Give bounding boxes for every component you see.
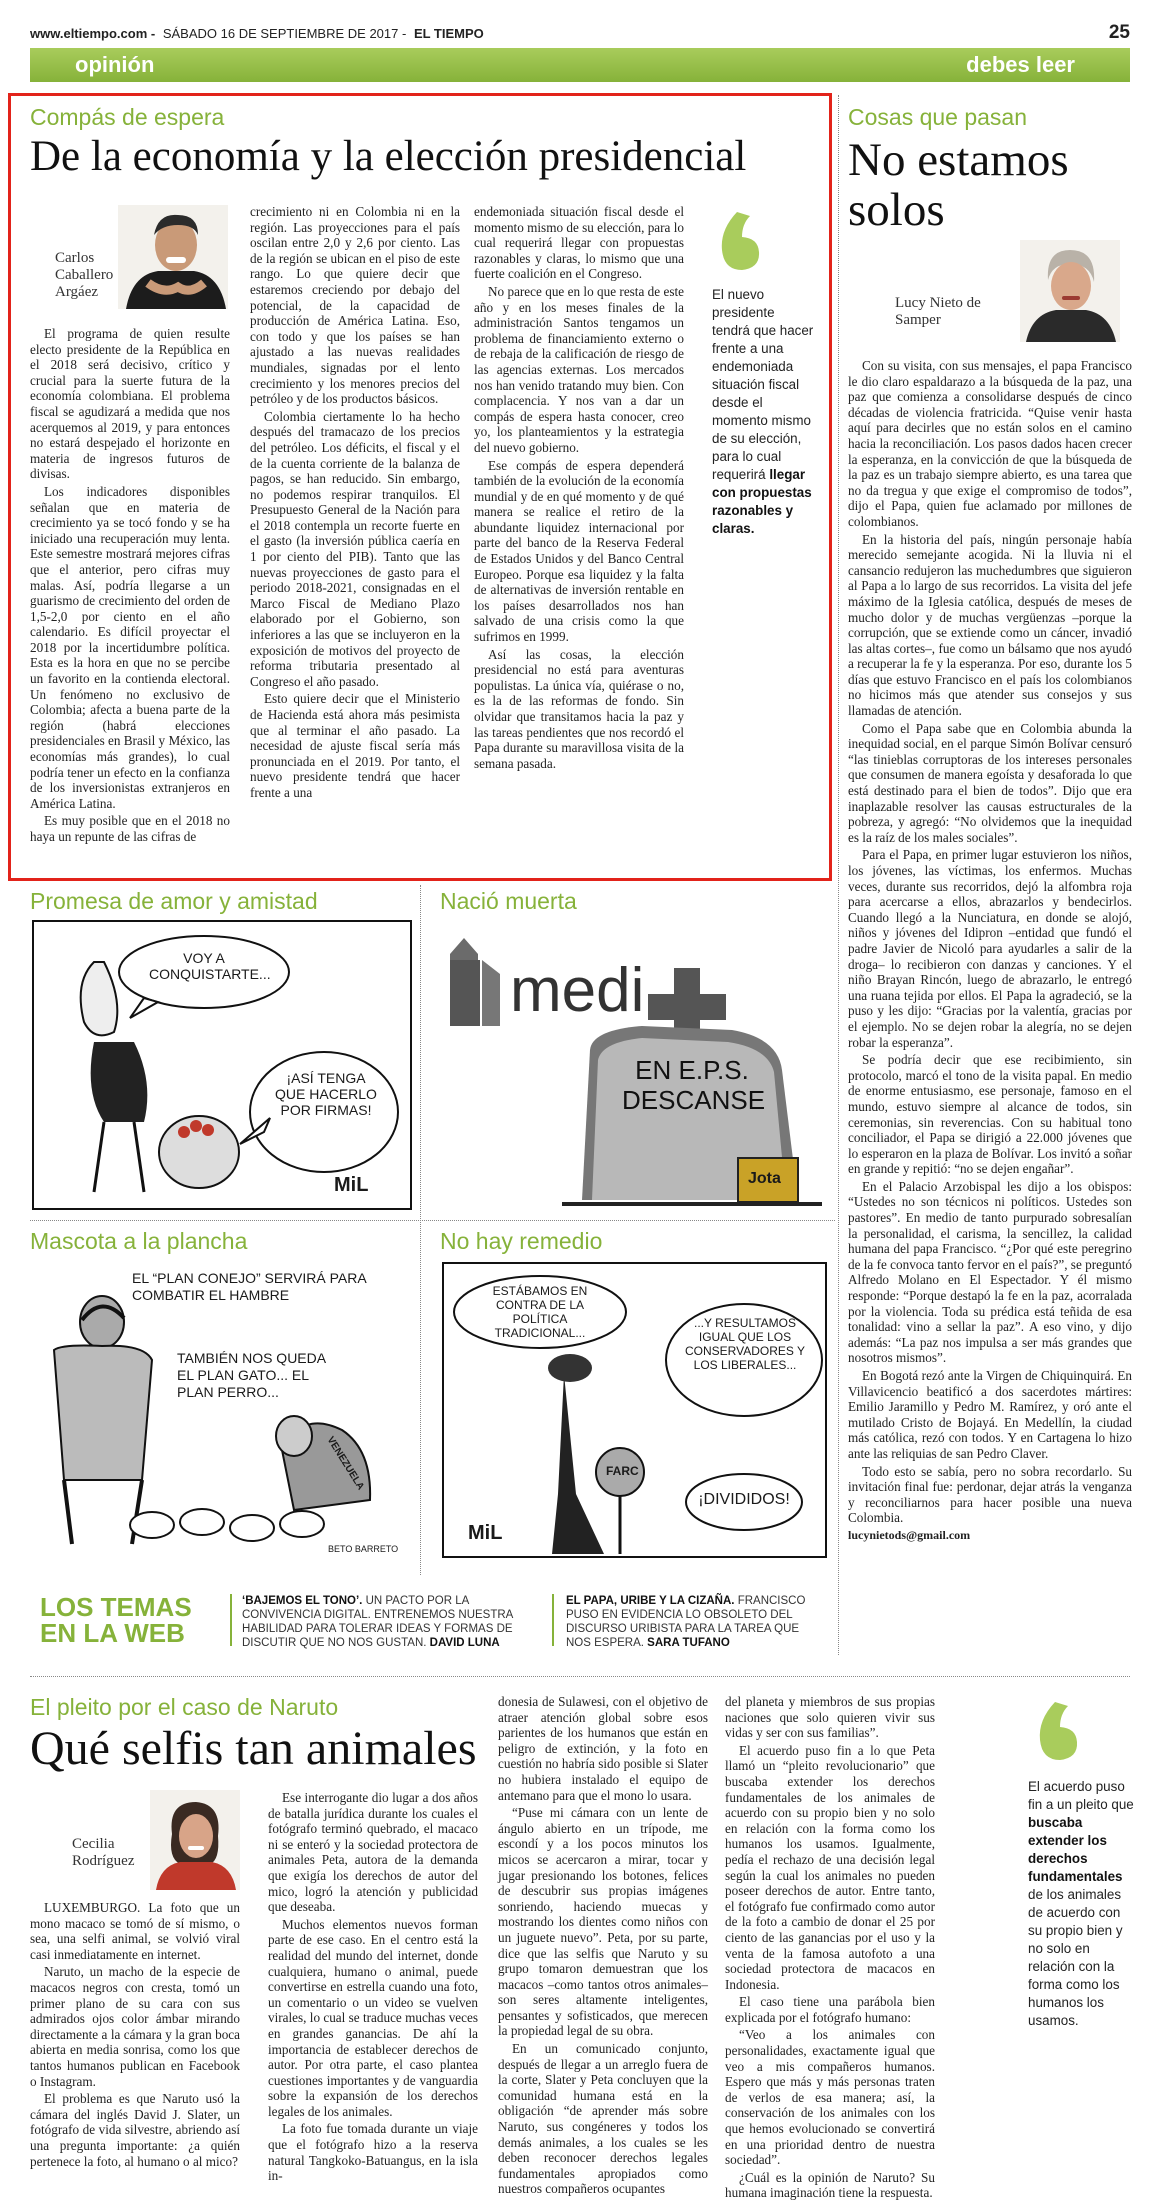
cartoon2-tombstone-text: EN E.P.S. DESCANSE: [622, 1055, 766, 1115]
cartoon-divider: [30, 1220, 835, 1221]
cartoon3-signature: BETO BARRETO: [328, 1544, 399, 1554]
paragraph: ¿Cuál es la opinión de Naruto? Su humana imaginación tiene la respuesta.: [725, 2169, 935, 2201]
article3-author: Cecilia Rodríguez: [72, 1836, 135, 1869]
cartoon3-drawing: [32, 1260, 412, 1560]
web-themes-title-line: LOS TEMAS: [40, 1592, 192, 1622]
paragraph: Así las cosas, la elección presidencial no está para aventuras populistas. La única vía, quiérase o no, es la de las reformas de fondo. Sin olvidar que transitamos hacia la paz y las tareas pendientes que nos recordó el Papa durante su maravillosa visita de la semana pasada.: [474, 646, 684, 771]
paragraph: del planeta y miembros de sus propias naciones que solo quieren vivir sus vidas y ser con sus familias”.: [725, 1694, 935, 1741]
cartoon2-kicker: Nació muerta: [440, 888, 577, 914]
web-themes-box: [30, 1580, 830, 1655]
section-bar: [30, 48, 1130, 82]
section-divider: [30, 1676, 1130, 1677]
newspaper-name: EL TIEMPO: [413, 26, 484, 41]
article1-pullquote: [712, 286, 814, 538]
cartoon4-bubble-1: ESTÁBAMOS EN CONTRA DE LA POLÍTICA TRADICIONAL...: [492, 1284, 588, 1340]
section-label: opinión: [75, 52, 155, 77]
paragraph: donesia de Sulawesi, con el objetivo de atraer atención global sobre esos parientes de los humanos que están en peligro de extinción, y la foto en cuestión no habría sido posible si Slater no hubiera instalado el equipo de antemano para que el mono lo usara.: [498, 1694, 708, 1803]
paragraph: La foto fue tomada durante un viaje que el fotógrafo hizo a la reserva natural Tangkoko-Batuangus, en la isla in-: [268, 2121, 478, 2184]
cartoon1-bubble-2: ¡ASÍ TENGA QUE HACERLO POR FIRMAS!: [275, 1070, 377, 1118]
paragraph: En un comunicado conjunto, después de llegar a un arreglo fuera de la corte, Slater y Peta concluyen que la comunidad humana está en la obligación “de aprender más sobre Naruto, sus congéneres y todos los demás animales, a los cuales se les deben reconocer derechos legales fundamentales apropiados como nuestros compañeros ocupantes: [498, 2041, 708, 2197]
cartoon3-shirt-text: VENEZUELA: [324, 1434, 366, 1493]
article1-column-2: [250, 204, 460, 803]
web-themes-separator: [552, 1594, 554, 1646]
quote-icon: [712, 210, 762, 272]
article1-headline: De la economía y la elección presidencial: [30, 133, 747, 180]
web-theme-1-author: DAVID LUNA: [429, 1637, 500, 1649]
article1-author: Carlos Caballero Argáez: [55, 250, 114, 300]
cartoon3-bubble-2: TAMBIÉN NOS QUEDA EL PLAN GATO... EL PLAN PERRO...: [177, 1350, 326, 1400]
cartoon4-kicker: No hay remedio: [440, 1228, 603, 1254]
article2-headline: No estamos solos: [848, 134, 1069, 236]
web-themes-title: [40, 1594, 192, 1646]
paragraph: Todo esto se sabía, pero no sobra recordarlo. Su invitación final fue: perdonar, dejar atrás la venganza y reconciliarnos para hacer posible una nueva Colombia.: [848, 1463, 1132, 1526]
paragraph: El problema es que Naruto usó la cámara del inglés David J. Slater, un fotógrafo de vida silvestre, abriendo así una pregunta importante: ¿a quién pertenece la foto, al humano o al mico?: [30, 2091, 240, 2169]
page-number: 25: [1108, 22, 1130, 43]
quote-icon: [1030, 1700, 1080, 1762]
web-themes-separator: [230, 1594, 232, 1646]
column-divider: [838, 95, 839, 1655]
paragraph: Esto quiere decir que el Ministerio de Hacienda está ahora más pesimista que al terminar el año pasado. La necesidad de ajuste fiscal sería más pronunciada en el 2019. Por tanto, el nuevo presidente tendrá que hacer frente a una: [250, 691, 460, 800]
cartoon1-bubble-1: VOY A CONQUISTARTE...: [149, 950, 271, 982]
pullquote-emphasis: llegar con propuestas razonables y claras.: [712, 467, 812, 536]
cartoon3-bubble-1: EL “PLAN CONEJO” SERVIRÁ PARA COMBATIR EL HAMBRE: [132, 1270, 366, 1303]
web-theme-1-text: UN PACTO POR LA CONVIVENCIA DIGITAL. ENTRENEMOS NUESTRA HABILIDAD PARA TOLERAR IDEAS Y FORMAS DE DISCUTIR QUE NO NOS GUSTAN.: [242, 1595, 513, 1649]
cartoon-divider: [420, 885, 421, 1575]
paragraph: Con su visita, con sus mensajes, el papa Francisco le dio claro espaldarazo a la búsqueda de la paz, una paz que comienza a consolidarse después de cinco décadas de violencia fratricida. “Quise venir hasta aquí para decirles que no están solos en el camino hacia la reconciliación. Los pasos dados hacen crecer la esperanza, en la convicción de que la búsqueda de la paz es un trabajo siempre abierto, es una tarea que no da tregua y que exige el compromiso de todos”, dijo el Papa, quien fue aclamado por millones de colombianos.: [848, 358, 1132, 529]
article3-pullquote: [1028, 1778, 1134, 2030]
paragraph: Colombia ciertamente lo ha hecho después del tramacazo de los precios del petróleo. Los déficits, el fiscal y el de la cuenta corriente de la balanza de pagos, se han reducido. Sin embargo, no podemos respirar tranquilos. El Presupuesto General de la Nación para el 2018 contempla un recorte fuerte en el gasto (la inversión pública caería en 1 por ciento del PIB). Tanto que las nuevas proyecciones de gasto para el periodo 2018-2021, consignadas en el Marco Fiscal de Mediano Plazo elaborado por el Gobierno, son inferiores a las que se incluyeron en la exposición de motivos del proyecto de reforma tributaria presentado al Congreso el año pasado.: [250, 408, 460, 689]
paragraph: Naruto, un macho de la especie de macacos negros con cresta, tomó un primer plano de su cara con sus admirados ojos color ámbar mirando directamente a la cámara y la gran boca abierta en media sonrisa, como los que tantos humanos publican en Facebook o Instagram.: [30, 1964, 240, 2089]
cartoon4-signature: MiL: [468, 1522, 503, 1544]
publication-date: SÁBADO 16 DE SEPTIEMBRE DE 2017 -: [162, 26, 407, 41]
web-theme-2-author: SARA TUFANO: [647, 1637, 730, 1649]
page-header: [30, 22, 1130, 50]
article1-kicker: Compás de espera: [30, 104, 225, 130]
cartoon1-image: [32, 920, 412, 1210]
paragraph: endemoniada situación fiscal desde el momento mismo de su elección, para lo cual requerirá llegar con propuestas razonables y claras, lo mismo que una fuerte coalición en el Congreso.: [474, 204, 684, 282]
author-email[interactable]: lucynietods@gmail.com: [848, 1527, 971, 1542]
paragraph: Ese interrogante dio lugar a dos años de batalla jurídica durante los cuales el fotógrafo terminó quebrado, el macaco ni se enteró y la sociedad protectora de animales Peta, autora de la demanda que exigía los derechos de autor del mico, logró la atención y publicidad que deseaba.: [268, 1790, 478, 1915]
cartoon1-kicker: Promesa de amor y amistad: [30, 888, 318, 914]
web-theme-2-text: FRANCISCO PUSO EN EVIDENCIA LO OBSOLETO DEL DISCURSO URIBISTA PARA LA TAREA QUE NOS ESPERA.: [566, 1595, 806, 1649]
article1-column-3: [474, 204, 684, 773]
cartoon2-image: [442, 920, 827, 1216]
web-themes-title-line: EN LA WEB: [40, 1618, 185, 1648]
author-photo-image: [150, 1790, 240, 1890]
paragraph: Es muy posible que en el 2018 no haya un repunte de las cifras de: [30, 813, 230, 844]
cartoon4-bubble-2: ...Y RESULTAMOS IGUAL QUE LOS CONSERVADORES Y LOS LIBERALES...: [684, 1316, 806, 1372]
article3-column-4: [725, 1694, 935, 2201]
paragraph: Ese compás de espera dependerá también de la evolución de la economía mundial y de en qué momento y de qué manera se realice el retiro de la abundante liquidez internacional por parte del banco de la Reserva Federal de Estados Unidos y del Banco Central Europeo. Porque esa liquidez y la falta de alternativas de inversión rentable en los países desarrollados nos han salvado de una crisis como la que sufrimos en 1999.: [474, 457, 684, 645]
paragraph: crecimiento ni en Colombia ni en la región. Las proyecciones para el país oscilan entre 2,0 y 2,6 por ciento. Las de la región se ubican en el piso de este rango. Lo que quiere decir que estaremos creciendo por debajo del potencial, de la capacidad de producción de América Latina. Eso, con todo y que los países se han ajustado a las nuevas realidades mundiales, signadas por el lento crecimiento y los menores precios del petróleo y de los productos básicos.: [250, 204, 460, 407]
pullquote-emphasis: buscaba extender los derechos fundamentales: [1028, 1815, 1123, 1884]
cartoon3-image: [32, 1260, 412, 1560]
author-photo-image: [118, 205, 228, 309]
web-theme-link-2[interactable]: [566, 1594, 824, 1650]
web-theme-link-1[interactable]: [242, 1594, 542, 1650]
web-theme-1-title: ‘BAJEMOS EL TONO’.: [242, 1595, 363, 1607]
article2-author: Lucy Nieto de Samper: [895, 295, 981, 328]
paragraph: El acuerdo puso fin a lo que Peta llamó un “pleito revolucionario” que buscaba extender los derechos fundamentales de los animales de acuerdo con su propio bien y no solo en relación con la forma como los humanos los usamos. Igualmente, pedía el rechazo de una decisión legal según la cual los animales no pueden poseer derechos de autor. Entre tanto, el fotógrafo fue confirmado como autor de la foto a cambio de donar el 25 por ciento de las ganancias por el uso y la venta de la famosa autofoto a una sociedad protectora de macacos en Indonesia.: [725, 1742, 935, 1992]
site-url[interactable]: www.eltiempo.com -: [30, 26, 156, 41]
pullquote-text: El acuerdo puso fin a un pleito que: [1028, 1779, 1134, 1812]
paragraph: Se podría decir que ese recibimiento, sin protocolo, marcó el tono de la visita papal. En medio de enorme entusiasmo, ese personaje, famoso en el mundo, estuvo siempre al alcance de todos, sin ceremonias, sin reverencias. Con su habitual tono conciliador, el Papa se dirigió a 22.000 jóvenes que lo esperaron en la plaza de Bolívar. Los invitó a soñar en grande y repitió: “no se dejen engañar”.: [848, 1052, 1132, 1177]
author-photo: [150, 1790, 240, 1890]
article3-column-1: [30, 1900, 240, 2171]
cartoon4-bubble-3: ¡DIVIDIDOS!: [698, 1491, 790, 1508]
author-photo: [118, 205, 228, 309]
paragraph: Los indicadores disponibles señalan que en materia de crecimiento ya se tocó fondo y se ha iniciado una recuperación muy lenta. Este semestre mostrará mejores cifras que el anterior, pero cifras muy malas. Así, podría llegarse a un guarismo de crecimiento del orden de 1,5-2,0 por ciento en el año calendario. Es difícil proyectar el 2018 por la incertidumbre política. Esta es la hora en que no se percibe un favorito en la contienda electoral. Un fenómeno no exclusivo de Colombia; afecta a buena parte de la región (habrá elecciones presidenciales en Brasil y México, las economías más grandes), lo cual podría tener un efecto en la confianza de los inversionistas extranjeros en América Latina.: [30, 483, 230, 811]
author-photo: [1020, 240, 1120, 342]
pullquote-text: El nuevo presidente tendrá que hacer frente a una endemoniada situación fiscal desde el momento mismo de su elección, para lo cual requerirá: [712, 287, 814, 482]
paragraph: No parece que en lo que resta de este año y en los meses finales de la administración Santos tengamos un problema de financiamiento externo o de rebaja de la calificación de riesgo de las agencias externas. Los mercados nos han venido tratando muy bien. Con complacencia. Y nos van a dar un compás de espera hasta conocer, creo yo, los planteamientos y la estrategia del nuevo gobierno.: [474, 283, 684, 455]
paragraph: Como el Papa sabe que en Colombia abunda la inequidad social, en el parque Simón Bolívar censuró “las tinieblas corruptoras de los intereses personales que consumen de manera egoísta y desaforada lo que está destinado para el bien de todos”. Dijo que era inaplazable resolver las causas estructurales de la pobreza, y agregó: “No olvidemos que la inequidad es la raíz de los males sociales”.: [848, 720, 1132, 845]
cartoon3-kicker: Mascota a la plancha: [30, 1228, 248, 1254]
paragraph: En el Palacio Arzobispal les dijo a los obispos: “Ustedes no son técnicos ni políticos. Ustedes son pastores”. En medio de tanto purpurado sobresalían la personalidad, el carisma, la sencillez, la calidad humana del papa Francisco. “¿Por qué este peregrino de la fe convoca tanto fervor en el país?”, se preguntó Alfredo Molano en El Espectador. Y él mismo responde: “Porque destapó la fe en la paz, acorralada por la violencia. Toda su prédica está teñida de esa tonalidad: vino a sellar la paz”. A eso vino, y dijo además: “La paz nos impulsa a ser más grandes que nosotros mismos”.: [848, 1178, 1132, 1366]
paragraph: Para el Papa, en primer lugar estuvieron los niños, los jóvenes, las víctimas, los enfermos. Muchas veces, durante sus recorridos, dejó la alfombra roja para acercarse a ellos, abrazarlos y bendecirlos. Cuando llegó a la Nunciatura, en donde se alojó, niños y jóvenes del Idipron –entidad que fundó el padre Javier de Nicoló para ayudarles a salir de la droga– lo recibieron con danzas y canciones. Y el niño Brayan Rincón, luego de abrazarlo, le entregó una ruana tejida por ellos. El Papa la agradeció, se la puso y les dijo: “Gracias por la valentía, gracias por el ejemplo. No se dejen robar la alegría, no se dejen robar la esperanza”.: [848, 847, 1132, 1050]
cartoon4-rose-label: FARC: [606, 1464, 639, 1478]
must-read-label: debes leer: [966, 52, 1075, 77]
paragraph: Muchos elementos nuevos forman parte de ese caso. En el centro está la realidad del mundo del internet, donde cualquiera, humano o animal, puede convertirse en estrella cuando una foto, un comentario o un video se vuelven virales, lo cual se traduce muchas veces en grandes ganancias. De ahí la importancia de establecer derechos de autor. Por otra parte, el caso plantea cuestiones importantes y de vanguardia sobre la expansión de los derechos legales de los animales.: [268, 1916, 478, 2119]
cartoon1-signature: MiL: [334, 1174, 369, 1196]
paragraph: “Veo a los animales con personalidades, exactamente igual que veo a mis compañeros humanos. Espero que más y más personas traten de verlos de esa manera; así, la conservación de los animales con los que hemos evolucionado se convertirá en una prioridad dentro de nuestra sociedad”.: [725, 2027, 935, 2168]
article3-column-2: [268, 1790, 478, 2186]
paragraph: En la historia del país, ningún personaje había merecido semejante acogida. Ni la lluvia ni el cansancio redujeron las muchedumbres que siguieron al Papa a lo largo de sus recorridos. La visita del jefe máximo de la Iglesia católica, después de meses de mucho dolor y de muchas vergüenzas –porque la corrupción, que se extiende como un cáncer, invadió las altas cortes–, fue como un bálsamo que nos ayudó a recuperar la fe y la esperanza. Por eso, durante los 5 días que estuvo Francisco en el país los colombianos no hicimos más que atender sus consejos y sus llamadas de atención.: [848, 531, 1132, 719]
paragraph: LUXEMBURGO. La foto que un mono macaco se tomó de sí mismo, o sea, una selfi animal, se volvió viral casi inmediatamente en internet.: [30, 1900, 240, 1962]
article3-headline: Qué selfis tan animales: [30, 1722, 477, 1775]
paragraph: En Bogotá rezó ante la Virgen de Chiquinquirá. En Villavicencio beatificó a dos sacerdotes mártires: Emilio Jaramillo y Pedro M. Ramírez, y oró ante el mutilado Cristo de Bojayá. En Medellín, la ciudad más católica, rezó con todos. Y en Cartagena lo hizo ante las reliquias de san Pedro Claver.: [848, 1368, 1132, 1461]
article3-column-3: [498, 1694, 708, 2199]
article3-kicker: El pleito por el caso de Naruto: [30, 1694, 339, 1720]
author-photo-image: [1020, 240, 1120, 342]
cartoon2-signature: Jota: [748, 1170, 781, 1187]
cartoon2-logo: medi: [510, 956, 645, 1025]
paragraph: El caso tiene una parábola bien explicada por el fotógrafo humano:: [725, 1994, 935, 2025]
article2-body: [848, 358, 1132, 1546]
article1-column-1: [30, 326, 230, 847]
pullquote-text: de los animales de acuerdo con su propio bien y no solo en relación con la forma como los humanos los usamos.: [1028, 1887, 1123, 2028]
cartoon4-image: [442, 1262, 827, 1558]
paragraph: El programa de quien resulte electo presidente de la República en el 2018 será decisivo, crítico y crucial para la suerte futura de la economía colombiana. El problema fiscal se agudizará a medida que nos acerquemos al 2019, y para entonces no estará despejado el horizonte en materia de ingresos futuros de divisas.: [30, 326, 230, 482]
web-theme-2-title: EL PAPA, URIBE Y LA CIZAÑA.: [566, 1595, 735, 1607]
paragraph: “Puse mi cámara con un lente de ángulo abierto en un trípode, me escondí y a los pocos minutos los micos se acercaron a mirar, tocar y jugar presionando los botones, felices de descubrir sus propias imágenes sonriendo, haciendo muecas y mostrando los dientes como niños con un juguete nuevo”. Peta, por su parte, dice que las selfis que Naruto y su grupo tomaron demuestran que los macacos –como tantos otros animales– son seres altamente inteligentes, pensantes y sofisticados, que merecen la propiedad legal de su obra.: [498, 1805, 708, 2039]
article2-kicker: Cosas que pasan: [848, 104, 1028, 130]
